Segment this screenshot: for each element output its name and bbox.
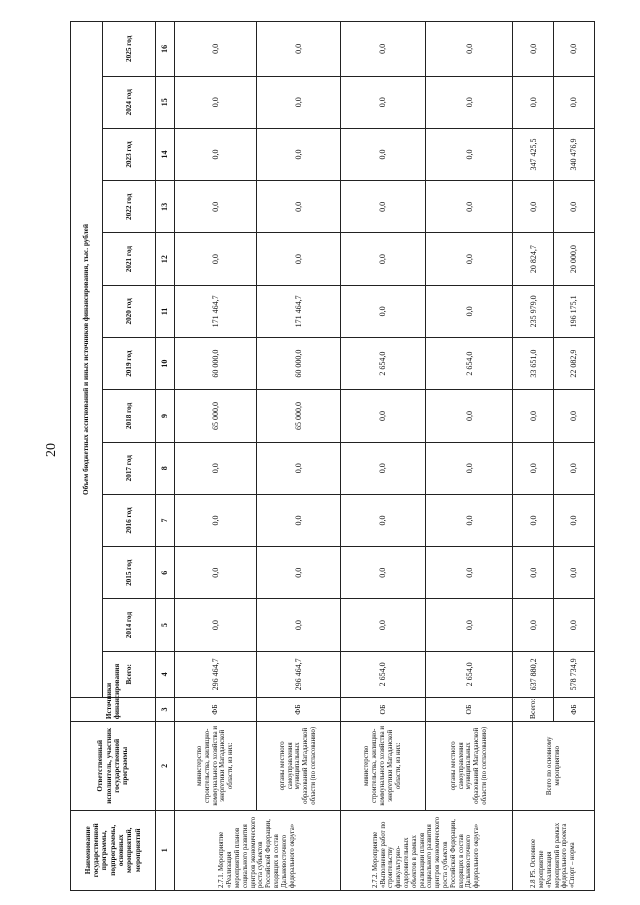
value-cell: 20 824,7 (513, 233, 554, 285)
header-funding: Объем бюджетных ассигнований и иных источников финансирования, тыс. рублей (71, 22, 103, 698)
value-cell: 20 000,0 (554, 233, 595, 285)
source-cell: ОБ (426, 697, 513, 721)
header-year: 2018 год (102, 390, 155, 442)
header-year: 2024 год (102, 76, 155, 128)
value-cell: 347 425,5 (513, 128, 554, 180)
value-cell: 65 000,0 (256, 390, 340, 442)
column-number: 10 (155, 338, 174, 390)
value-cell: 0,0 (340, 233, 426, 285)
value-cell: 0,0 (554, 599, 595, 651)
measure-name: 2.8 Р5. Основное мероприятие «Реализация мероприятий в рамках федерального проекта «Спорт – норма (513, 810, 595, 890)
column-number: 5 (155, 599, 174, 651)
executor-cell: министерство строительства, жилищно-коммунального хозяйства и энергетики Магаданской области, из них: (340, 722, 426, 810)
source-cell: ФБ (256, 697, 340, 721)
value-cell: 171 464,7 (175, 285, 257, 337)
value-cell: 0,0 (426, 233, 513, 285)
header-year: 2020 год (102, 285, 155, 337)
table-row (256, 22, 340, 891)
value-cell: 0,0 (175, 181, 257, 233)
value-cell: 0,0 (426, 285, 513, 337)
value-cell: 0,0 (256, 442, 340, 494)
column-number-row (155, 22, 174, 891)
value-cell: 0,0 (256, 22, 340, 77)
value-cell: 0,0 (340, 494, 426, 546)
header-name: Наименование государственной программы, подпрограммы, основных мероприятий, мероприятий (71, 810, 156, 890)
value-cell: 0,0 (340, 76, 426, 128)
measure-name: 2.7.1. Мероприятие «Реализация мероприятий планов социального развития центров экономического роста субъектов Российской Федерации, входящих в состав Дальневосточного федерального округа» (175, 810, 340, 890)
value-cell: 0,0 (554, 181, 595, 233)
value-cell: 171 464,7 (256, 285, 340, 337)
header-year: 2025 год (102, 22, 155, 77)
header-total: Всего: (102, 651, 155, 697)
executor-cell: Всего по основному мероприятию (513, 722, 595, 810)
value-cell: 0,0 (426, 181, 513, 233)
value-cell: 60 000,0 (175, 338, 257, 390)
column-number: 1 (155, 810, 174, 890)
value-cell: 65 000,0 (175, 390, 257, 442)
column-number: 7 (155, 494, 174, 546)
value-cell: 2 654,0 (426, 338, 513, 390)
value-cell: 0,0 (256, 494, 340, 546)
table-row (340, 22, 426, 891)
total-cell: 637 880,2 (513, 651, 554, 697)
column-number: 16 (155, 22, 174, 77)
column-number: 15 (155, 76, 174, 128)
value-cell: 0,0 (554, 76, 595, 128)
column-number: 12 (155, 233, 174, 285)
value-cell: 22 082,9 (554, 338, 595, 390)
value-cell: 0,0 (513, 547, 554, 599)
value-cell: 340 476,9 (554, 128, 595, 180)
value-cell: 0,0 (426, 390, 513, 442)
value-cell: 60 000,0 (256, 338, 340, 390)
header-year: 2023 год (102, 128, 155, 180)
value-cell: 2 654,0 (340, 338, 426, 390)
value-cell: 0,0 (340, 181, 426, 233)
value-cell: 0,0 (513, 76, 554, 128)
value-cell: 0,0 (554, 547, 595, 599)
value-cell: 0,0 (426, 599, 513, 651)
header-year: 2017 год (102, 442, 155, 494)
source-cell: ФБ (175, 697, 257, 721)
source-cell: ФБ (554, 697, 595, 721)
value-cell: 0,0 (175, 22, 257, 77)
table-row (426, 22, 513, 891)
column-number: 14 (155, 128, 174, 180)
column-number: 8 (155, 442, 174, 494)
measure-name: 2.7.2. Мероприятие «Выполнение работ по строительству физкультурно-оздоровительных объектов в рамках реализации планов социального развития центров экономического роста субъектов Российской Федерации, входящих в состав Дальневосточного федерального округа» (340, 810, 513, 890)
value-cell: 0,0 (175, 494, 257, 546)
value-cell: 0,0 (513, 181, 554, 233)
value-cell: 0,0 (513, 22, 554, 77)
value-cell: 0,0 (426, 442, 513, 494)
total-cell: 578 734,9 (554, 651, 595, 697)
header-year: 2014 год (102, 599, 155, 651)
value-cell: 0,0 (340, 547, 426, 599)
column-number: 6 (155, 547, 174, 599)
header-year: 2019 год (102, 338, 155, 390)
rotated-table-frame (70, 21, 595, 891)
executor-cell: органы местного самоуправления муниципальных образований Магаданской области (по согласованию) (426, 722, 513, 810)
source-cell: Всего: (513, 697, 554, 721)
header-year: 2022 год (102, 181, 155, 233)
value-cell: 0,0 (256, 128, 340, 180)
header-year: 2016 год (102, 494, 155, 546)
value-cell: 0,0 (554, 442, 595, 494)
value-cell: 0,0 (340, 22, 426, 77)
header-year: 2015 год (102, 547, 155, 599)
value-cell: 0,0 (513, 390, 554, 442)
total-cell: 2 654,0 (340, 651, 426, 697)
value-cell: 0,0 (426, 547, 513, 599)
value-cell: 0,0 (426, 22, 513, 77)
value-cell: 0,0 (513, 442, 554, 494)
value-cell: 0,0 (426, 494, 513, 546)
column-number: 13 (155, 181, 174, 233)
budget-table (70, 21, 595, 891)
value-cell: 0,0 (426, 76, 513, 128)
header-year: 2021 год (102, 233, 155, 285)
value-cell: 0,0 (175, 599, 257, 651)
value-cell: 0,0 (340, 442, 426, 494)
total-cell: 296 464,7 (256, 651, 340, 697)
value-cell: 0,0 (175, 128, 257, 180)
value-cell: 0,0 (340, 285, 426, 337)
value-cell: 0,0 (340, 128, 426, 180)
value-cell: 0,0 (175, 233, 257, 285)
header-row-1 (71, 22, 103, 891)
value-cell: 196 175,1 (554, 285, 595, 337)
value-cell: 0,0 (256, 76, 340, 128)
table-row (175, 22, 257, 891)
column-number: 2 (155, 722, 174, 810)
value-cell: 0,0 (256, 181, 340, 233)
source-cell: ОБ (340, 697, 426, 721)
value-cell: 0,0 (175, 547, 257, 599)
value-cell: 0,0 (554, 494, 595, 546)
value-cell: 0,0 (513, 599, 554, 651)
table-row (513, 22, 554, 891)
rotated-table-content (70, 21, 595, 891)
value-cell: 0,0 (554, 22, 595, 77)
value-cell: 0,0 (340, 390, 426, 442)
value-cell: 0,0 (426, 128, 513, 180)
value-cell: 0,0 (175, 442, 257, 494)
value-cell: 0,0 (513, 494, 554, 546)
value-cell: 0,0 (340, 599, 426, 651)
column-number: 9 (155, 390, 174, 442)
total-cell: 2 654,0 (426, 651, 513, 697)
column-number: 3 (155, 697, 174, 721)
value-cell: 0,0 (256, 233, 340, 285)
value-cell: 0,0 (554, 390, 595, 442)
value-cell: 0,0 (256, 547, 340, 599)
executor-cell: министерство строительства, жилищно-коммунального хозяйства и энергетики Магаданской области, из них: (175, 722, 257, 810)
value-cell: 235 979,0 (513, 285, 554, 337)
header-executor: Ответственный исполнитель, участник государственной программы (71, 722, 156, 810)
value-cell: 0,0 (256, 599, 340, 651)
value-cell: 0,0 (175, 76, 257, 128)
header-source: Источники финансирования (71, 697, 156, 721)
column-number: 4 (155, 651, 174, 697)
column-number: 11 (155, 285, 174, 337)
total-cell: 296 464,7 (175, 651, 257, 697)
executor-cell: органы местного самоуправления муниципальных образований Магаданской области (по согласованию) (256, 722, 340, 810)
page-number: 20 (44, 443, 59, 457)
value-cell: 33 651,0 (513, 338, 554, 390)
